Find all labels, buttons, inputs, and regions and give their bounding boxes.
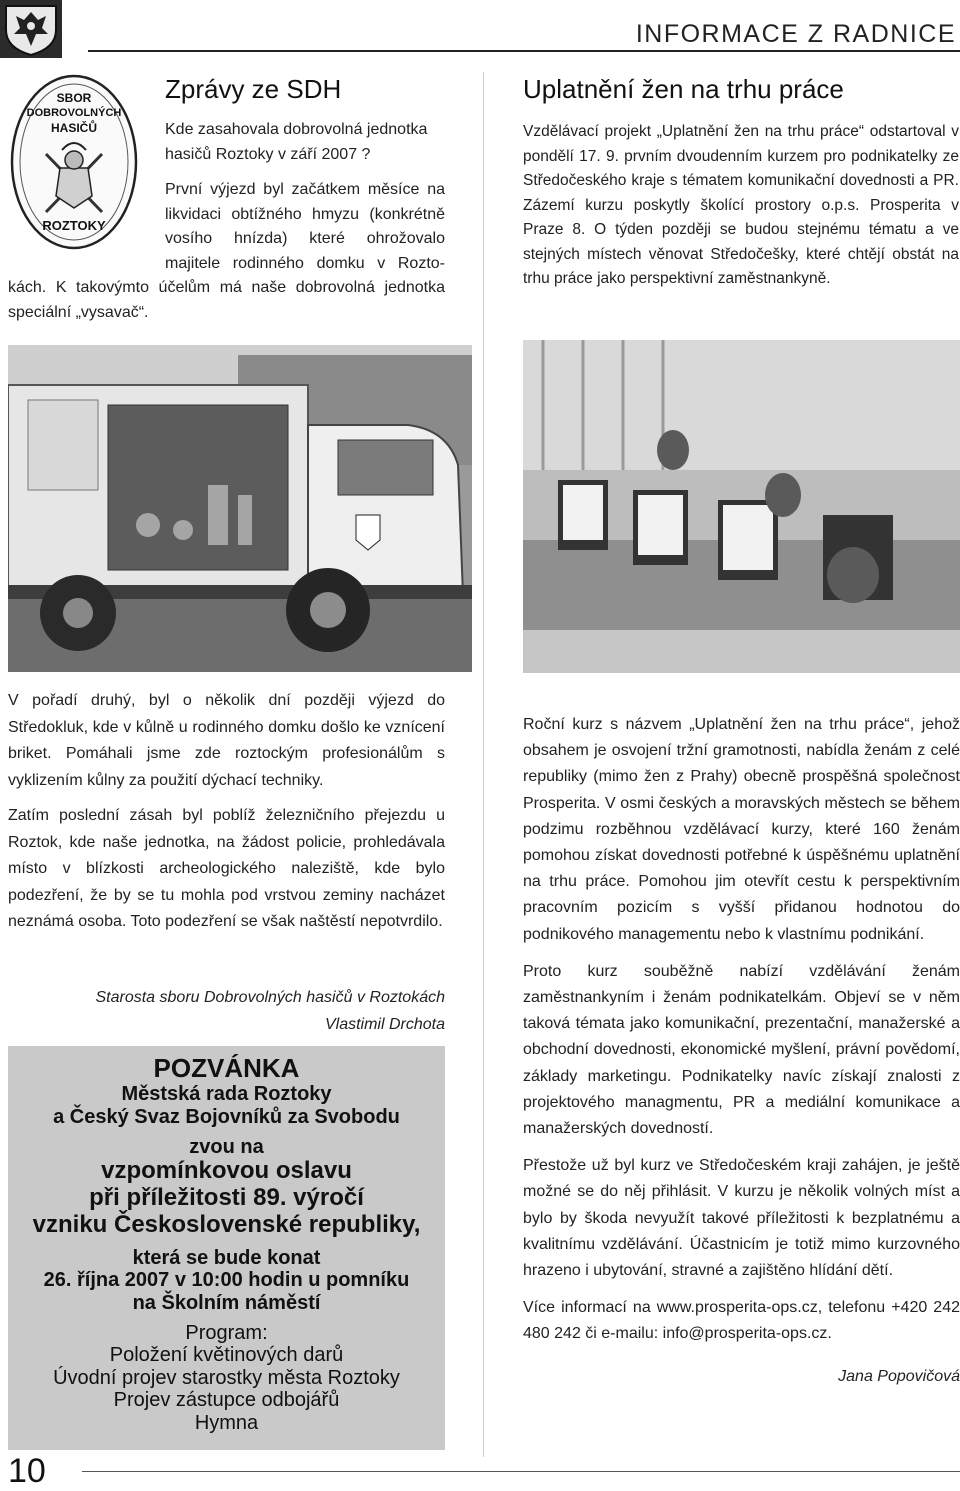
page-number: 10 — [8, 1452, 46, 1490]
fire-truck-photo — [8, 345, 472, 672]
invitation-line: Městská rada Roztoky — [121, 1083, 332, 1106]
city-crest-icon — [0, 0, 62, 58]
women-intro: Vzdělávací projekt „Uplatnění žen na trhu práce“ odstartoval v pondělí 17. 9. prvním dvoudenním kurzem pro podnikatelky ze Středočeského kraje s tématem komunikační dovednosti a PR. Zázemí kurzu poskytly školící prostory o.p.s. Prosperita v Praze 8. O týden později se budou stejnému tématu a ve stejných místech věnovat Středočešky, které chtějí obstát na trhu práce jako perspektivní zaměstnankyně. — [523, 123, 959, 287]
women-paragraph-4: Více informací na www.prosperita-ops.cz, telefonu +420 242 480 242 či e-mailu: info@prosperita-ops.cz. — [523, 1299, 960, 1343]
intro-line: Kde zasahovala dobrovolná jednotka — [165, 121, 428, 138]
sdh-logo — [8, 72, 140, 252]
program-item: Hymna — [194, 1411, 259, 1434]
intro-line: likvidaci obtížného hmyzu (konkrétně — [165, 205, 445, 223]
footer-rule — [82, 1471, 960, 1472]
women-paragraph-1: Roční kurz s názvem „Uplatnění žen na trhu práce“, jehož obsahem je osvojení tržní gramotnosti, nabídla ženám z celé republiky (mimo žen z Prahy) obecně prospěšná společnost Prosperita. V osmi českých a moravských městech se během podzimu rozběhnou vzdělávací kurzy, které 160 ženám pomohou získat dovednosti potřebné k úspěšnému uplatnění na trhu práce. Pomohou jim otevřít cestu k perspektivním pracovním pozicím s vyšší přidanou hodnotou do podnikového managementu nebo k vlastnímu podnikání. — [523, 716, 960, 943]
intro-line: majitele rodinného domku v Rozto- — [165, 254, 445, 272]
women-signature: Jana Popovičová — [838, 1368, 960, 1385]
logo-line-3: HASIČŮ — [50, 121, 98, 135]
sdh-body — [8, 688, 445, 945]
header-rule — [88, 50, 960, 52]
invitation-line: 26. října 2007 v 10:00 hodin u pomníku — [43, 1269, 410, 1292]
column-divider — [483, 72, 484, 1457]
program-title: Program: — [185, 1322, 268, 1345]
invitation-line: vzniku Československé republiky, — [32, 1211, 421, 1239]
intro-line: První výjezd byl začátkem měsíce na — [165, 181, 445, 198]
women-heading: Uplatnění žen na trhu práce — [523, 74, 844, 104]
sdh-intro-continuation: kách. K takovýmto účelům má naše dobrovolná jednotka speciální „vysavač“. — [8, 279, 445, 321]
invitation-line: na Školním náměstí — [132, 1291, 321, 1314]
sdh-signature — [8, 984, 445, 1038]
signature-name: Vlastimil Drchota — [324, 1016, 445, 1033]
intro-line: hasičů Roztoky v září 2007 ? — [165, 145, 371, 163]
logo-line-1: SBOR — [56, 91, 92, 105]
sdh-paragraph-2: V pořadí druhý, byl o několik dní později výjezd do Středokluk, kde v kůlně u rodinného domku došlo ke vznícení briket. Pomáhali jsme zde roztockým profesionálům s vyklizením kůlny za použití dýchací techniky. — [8, 692, 445, 789]
logo-line-2: DOBROVOLNÝCH — [26, 107, 122, 119]
signature-role: Starosta sboru Dobrovolných hasičů v Roztokách — [95, 989, 445, 1006]
invitation-line: při příležitosti 89. výročí — [89, 1184, 364, 1212]
women-paragraph-3: Přestože už byl kurz ve Středočeském kraji zahájen, je ještě možné se do něj přihlásit. V kurzu je několik volných míst a bylo by škoda nevyužít takové příležitosti k bezplatnému a kvalitnímu vzdělávání. Účastnicím je totiž mimo kurzovného hrazeno i ubytování, stravné a zajištěno hlídání dětí. — [523, 1157, 960, 1280]
sdh-intro-q — [165, 118, 445, 167]
invitation-line: vzpomínkovou oslavu — [101, 1157, 352, 1185]
women-body — [523, 712, 960, 1359]
intro-line: vosího hnízda) které ohrožovalo — [165, 230, 445, 247]
section-header-title: INFORMACE Z RADNICE — [635, 20, 956, 48]
program-item: Úvodní projev starostky města Roztoky — [53, 1366, 400, 1389]
invitation-box — [8, 1046, 445, 1450]
program-item: Projev zástupce odbojářů — [113, 1389, 340, 1412]
logo-line-4: ROZTOKY — [42, 218, 106, 233]
classroom-photo — [523, 340, 960, 673]
program-item: Položení květinových darů — [109, 1344, 344, 1367]
invitation-title: POZVÁNKA — [153, 1053, 300, 1083]
invitation-line: zvou na — [189, 1135, 264, 1158]
sdh-paragraph-3: Zatím poslední zásah byl poblíž železničního přejezdu u Roztok, kde naše jednotka, na žádost policie, prohledávala místo v blízkosti archeologického naleziště, kde bylo podezření, že by se tu mohla pod vrstvou zeminy nacházet neznámá osoba. Toto podezření se však naštěstí nepotvrdilo. — [8, 807, 445, 930]
invitation-line: která se bude konat — [132, 1246, 321, 1269]
sdh-intro-p1 — [165, 178, 445, 276]
sdh-heading: Zprávy ze SDH — [165, 74, 342, 104]
invitation-line: a Český Svaz Bojovníků za Svobodu — [53, 1105, 400, 1128]
women-paragraph-2: Proto kurz souběžně nabízí vzdělávání ženám zaměstnankyním i ženám podnikatelkám. Objeví se v něm taková témata jako komunikační, prezentační, manažerské a obchodní dovednosti, ekonomické myšlení, právní povědomí, základy marketingu. Podnikatelky navíc získají znalosti z projektového managmentu, PR a mediální komunikace a manažerských dovedností. — [523, 962, 960, 1138]
